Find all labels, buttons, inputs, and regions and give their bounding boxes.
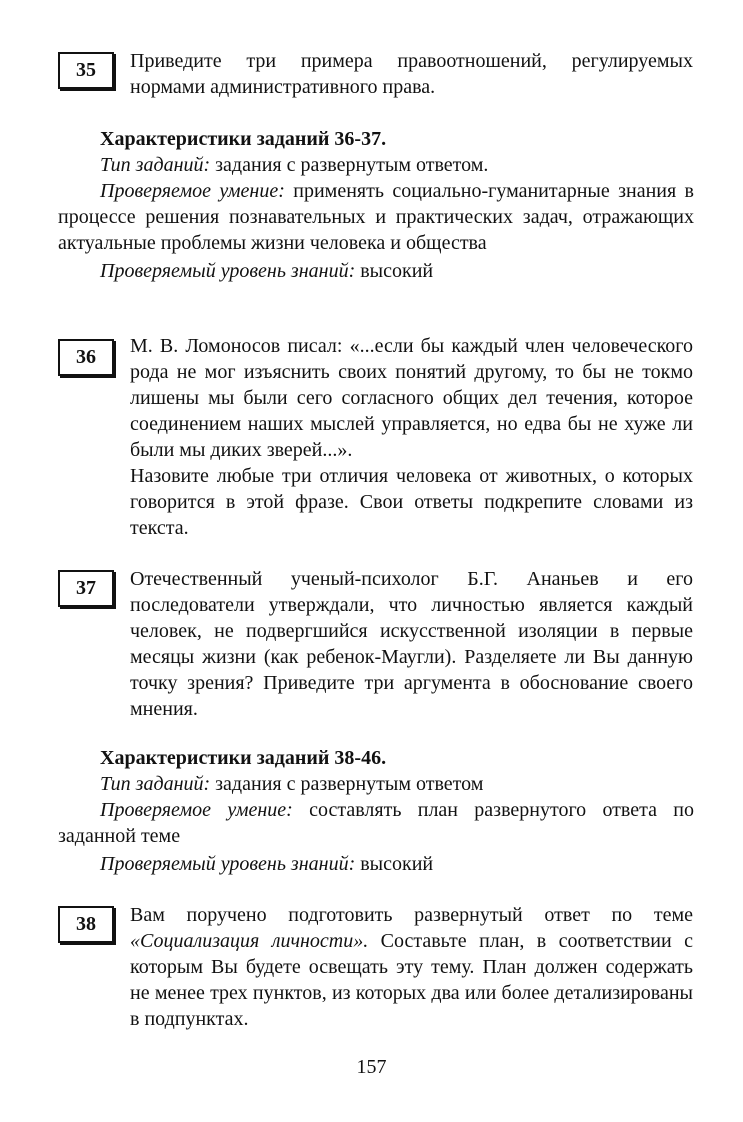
task-quote: М. В. Ломоносов писал: «...если бы каждый член человеческого рода не мог изъяснить своих понятий другому, то бы не токмо лишены мы были сего согласного общих дел течения, которое соединением наших мыслей управляется, но едва бы не хуже ли были мы диких зверей...». (130, 335, 693, 461)
page-number: 157 (356, 1056, 387, 1078)
task-37 (58, 566, 698, 726)
task-type-value: задания с развернутым ответом. (210, 154, 489, 176)
level-value: высокий (355, 853, 434, 875)
task-text-after: Составьте план, в соответствии с которым Вы будете освещать эту тему. План должен содержать не менее трех пунктов, из которых два или более детализированы в подпунктах. (130, 930, 693, 1030)
task-text (130, 902, 693, 1032)
task-38 (58, 902, 698, 1037)
task-type-label: Тип заданий: (100, 773, 211, 795)
task-type-value: задания с развернутым ответом (210, 773, 484, 795)
task-number-box: 38 (58, 906, 114, 943)
task-type-line (58, 152, 694, 178)
level-value: высокий (355, 260, 434, 282)
task-number-box: 35 (58, 52, 114, 89)
skill-label: Проверяемое умение: (100, 799, 293, 821)
section-title: Характеристики заданий 36-37. (100, 128, 387, 150)
level-line (58, 258, 694, 284)
task-36 (58, 333, 698, 543)
task-type-line (58, 771, 694, 797)
task-question: Назовите любые три отличия человека от животных, о которых говорится в этой фразе. Свои ответы подкрепите словами из текста. (130, 465, 693, 539)
task-text: Приведите три примера правоотношений, регулируемых нормами административного права. (130, 50, 693, 98)
section-characteristics-38-46 (58, 745, 694, 877)
task-number-box: 36 (58, 339, 114, 376)
task-text: Отечественный ученый-психолог Б.Г. Ананьев и его последователи утверждали, что личностью является каждый человек, не подвергшийся искусственной изоляции в первые месяцы жизни (как ребенок-Маугли). Разделяете ли Вы данную точку зрения? Приведите три аргумента в обоснование своего мнения. (130, 568, 693, 720)
level-label: Проверяемый уровень знаний: (100, 260, 356, 282)
task-text (130, 333, 693, 541)
task-text-before: Вам поручено подготовить развернутый ответ по теме (130, 904, 693, 926)
section-characteristics-36-37 (58, 126, 694, 284)
skill-value: составлять план развернутого ответа по заданной теме (58, 799, 694, 847)
task-type-label: Тип заданий: (100, 154, 211, 176)
skill-value: применять социально-гуманитарные знания в процессе решения познавательных и практических задач, отражающих актуальные проблемы жизни человека и общества (58, 180, 694, 254)
skill-label: Проверяемое умение: (100, 180, 285, 202)
task-35 (58, 48, 698, 108)
skill-line (58, 797, 694, 849)
task-topic: «Социализация личности». (130, 930, 369, 952)
level-line (58, 851, 694, 877)
task-number-box: 37 (58, 570, 114, 607)
level-label: Проверяемый уровень знаний: (100, 853, 356, 875)
section-title: Характеристики заданий 38-46. (100, 747, 387, 769)
skill-line (58, 178, 694, 256)
